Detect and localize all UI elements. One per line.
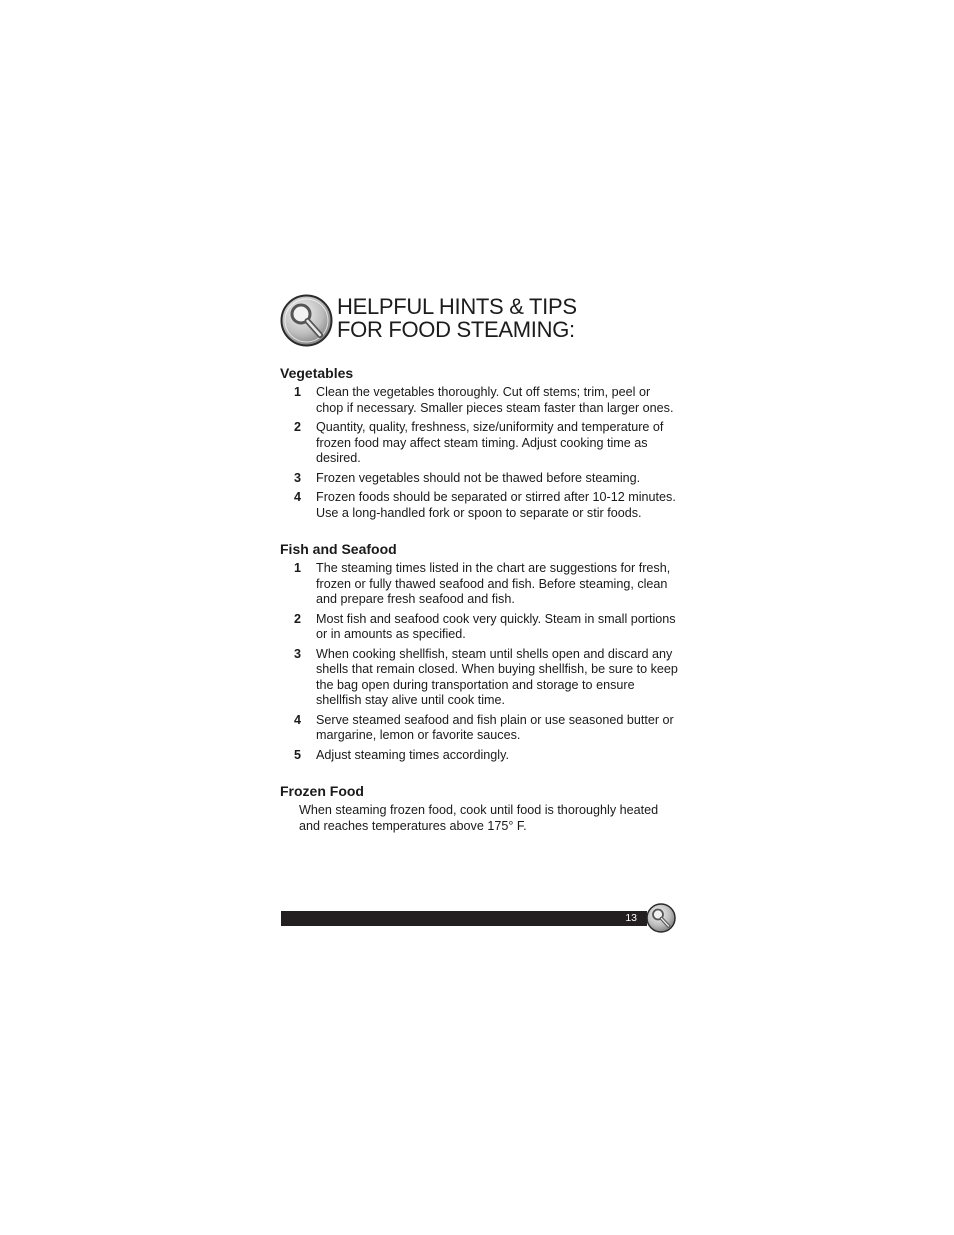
item-text: When cooking shellfish, steam until shells open and discard any shells that remain closed. When buying shellfish, be sure to keep the bag open during transportation and storage to ensure shellfish stay alive until cook time. [316, 646, 678, 707]
section-vegetables [280, 364, 680, 521]
item-number: 5 [294, 747, 302, 762]
list-item [280, 490, 680, 521]
item-number: 4 [294, 490, 302, 504]
item-text: Clean the vegetables thoroughly. Cut off stems; trim, peel or chop if necessary. Smaller pieces steam faster than larger ones. [316, 385, 674, 415]
page-title [337, 295, 577, 341]
list-item [280, 385, 680, 416]
item-text: Most fish and seafood cook very quickly. Steam in small portions or in amounts as specified. [316, 611, 676, 641]
page-content [280, 364, 680, 834]
item-number: 2 [294, 420, 302, 434]
list-item [280, 612, 680, 643]
section-fish-and-seafood [280, 540, 680, 763]
section-title: Frozen Food [280, 783, 364, 799]
item-text: Frozen foods should be separated or stirred after 10-12 minutes. Use a long-handled fork or spoon to separate or stir foods. [316, 490, 676, 520]
item-number: 2 [294, 611, 302, 626]
list-item [280, 561, 680, 608]
section-title: Fish and Seafood [280, 541, 397, 557]
list-item [280, 647, 680, 709]
section-title: Vegetables [280, 365, 354, 381]
item-number: 3 [294, 470, 302, 485]
magnifier-icon [646, 903, 676, 933]
item-number: 4 [294, 712, 302, 727]
list-item [280, 713, 680, 744]
item-text: Frozen vegetables should not be thawed before steaming. [316, 470, 641, 485]
item-number: 1 [294, 561, 302, 575]
item-number: 1 [294, 385, 302, 399]
page-number: 13 [625, 912, 637, 924]
title-line-1: HELPFUL HINTS & TIPS [337, 294, 577, 319]
item-number: 3 [294, 646, 302, 661]
page-header [280, 294, 680, 350]
item-text: The steaming times listed in the chart are suggestions for fresh, frozen or fully thawed seafood and fish. Before steaming, clean and prepare fresh seafood and fish. [316, 561, 671, 606]
item-text: Serve steamed seafood and fish plain or use seasoned butter or margarine, lemon or favorite sauces. [316, 712, 674, 742]
list-item [280, 471, 680, 487]
section-frozen-food [280, 782, 680, 834]
list-item [280, 420, 680, 467]
title-line-2: FOR FOOD STEAMING: [337, 317, 575, 342]
footer-bar [281, 911, 647, 926]
item-text: Quantity, quality, freshness, size/uniformity and temperature of frozen food may affect steam timing. Adjust cooking time as desired. [316, 420, 664, 465]
numbered-list [280, 385, 680, 521]
list-item [280, 748, 680, 764]
magnifier-icon [280, 294, 333, 347]
section-paragraph: When steaming frozen food, cook until food is thoroughly heated and reaches temperatures above 175° F. [299, 803, 659, 833]
item-text: Adjust steaming times accordingly. [316, 747, 509, 762]
numbered-list [280, 561, 680, 763]
